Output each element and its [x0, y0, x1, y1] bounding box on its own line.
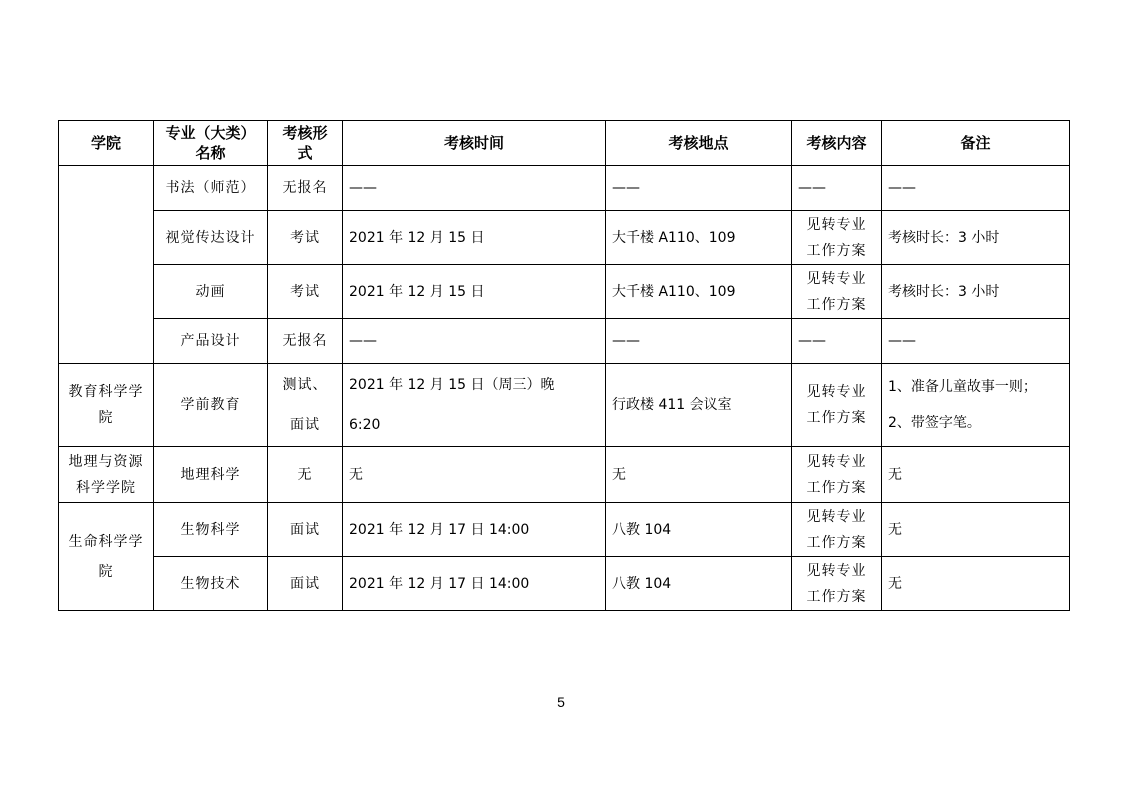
table-row	[59, 319, 1070, 364]
place-cell: ——	[606, 319, 792, 364]
content-line: 工作方案	[806, 242, 867, 259]
college-cell	[59, 503, 154, 611]
table-row	[59, 364, 1070, 447]
content-line: 见转专业	[806, 562, 867, 579]
time-line: 2021 年 12 月 15 日（周三）晚	[349, 377, 555, 393]
table-row	[59, 166, 1070, 211]
remark-cell: 考核时长：3 小时	[882, 265, 1070, 319]
remark-line: 2、带签字笔。	[888, 415, 981, 431]
content-cell: ——	[792, 166, 882, 211]
college-line: 教育科学学	[68, 384, 144, 400]
form-cell: 无	[268, 447, 343, 503]
major-cell: 生物科学	[154, 503, 268, 557]
major-cell: 动画	[154, 265, 268, 319]
remark-cell: ——	[882, 166, 1070, 211]
content-line: 见转专业	[806, 270, 867, 287]
time-cell: 2021 年 12 月 15 日	[343, 265, 606, 319]
content-line: 见转专业	[806, 453, 867, 470]
content-cell: ——	[792, 319, 882, 364]
form-cell: 面试	[268, 503, 343, 557]
remark-cell: ——	[882, 319, 1070, 364]
content-cell	[792, 503, 882, 557]
header-form-line2: 式	[297, 144, 313, 162]
college-line: 科学学院	[76, 479, 136, 496]
place-cell: 行政楼 411 会议室	[606, 364, 792, 447]
content-cell	[792, 265, 882, 319]
content-line: 工作方案	[806, 410, 867, 426]
college-line: 生命科学学	[68, 533, 144, 550]
content-line: 见转专业	[806, 216, 867, 233]
time-cell	[343, 364, 606, 447]
form-cell: 无报名	[268, 166, 343, 211]
header-place: 考核地点	[606, 121, 792, 166]
content-line: 工作方案	[806, 588, 867, 605]
table-row	[59, 557, 1070, 611]
header-form	[268, 121, 343, 166]
content-line: 见转专业	[806, 508, 867, 525]
time-cell: 2021 年 12 月 17 日 14:00	[343, 503, 606, 557]
remark-cell: 无	[882, 447, 1070, 503]
header-major-line2: 名称	[195, 144, 226, 162]
form-line: 面试	[290, 417, 320, 433]
time-cell: 2021 年 12 月 17 日 14:00	[343, 557, 606, 611]
content-line: 见转专业	[806, 384, 867, 400]
place-cell: 八教 104	[606, 503, 792, 557]
college-line: 地理与资源	[68, 453, 144, 470]
table-row	[59, 265, 1070, 319]
content-line: 工作方案	[806, 296, 867, 313]
form-cell: 考试	[268, 211, 343, 265]
time-cell: ——	[343, 319, 606, 364]
table-row	[59, 211, 1070, 265]
major-cell: 产品设计	[154, 319, 268, 364]
place-cell: 八教 104	[606, 557, 792, 611]
header-major-line1: 专业（大类）	[165, 124, 256, 142]
college-cell	[59, 447, 154, 503]
exam-schedule-table	[58, 120, 1070, 611]
remark-cell: 考核时长：3 小时	[882, 211, 1070, 265]
time-cell: 2021 年 12 月 15 日	[343, 211, 606, 265]
content-cell	[792, 447, 882, 503]
form-cell	[268, 364, 343, 447]
time-cell: 无	[343, 447, 606, 503]
place-cell: 大千楼 A110、109	[606, 211, 792, 265]
header-remark: 备注	[882, 121, 1070, 166]
header-row	[59, 121, 1070, 166]
time-cell: ——	[343, 166, 606, 211]
content-cell	[792, 364, 882, 447]
college-cell	[59, 166, 154, 364]
major-cell: 书法（师范）	[154, 166, 268, 211]
college-line: 院	[98, 563, 114, 580]
major-cell: 学前教育	[154, 364, 268, 447]
place-cell: ——	[606, 166, 792, 211]
form-cell: 考试	[268, 265, 343, 319]
remark-cell	[882, 364, 1070, 447]
content-cell	[792, 211, 882, 265]
header-major	[154, 121, 268, 166]
remark-cell: 无	[882, 503, 1070, 557]
college-cell	[59, 364, 154, 447]
place-cell: 无	[606, 447, 792, 503]
time-line: 6:20	[349, 417, 381, 433]
header-college: 学院	[59, 121, 154, 166]
header-time: 考核时间	[343, 121, 606, 166]
remark-cell: 无	[882, 557, 1070, 611]
header-content: 考核内容	[792, 121, 882, 166]
form-cell: 无报名	[268, 319, 343, 364]
content-cell	[792, 557, 882, 611]
form-line: 测试、	[282, 377, 328, 393]
content-line: 工作方案	[806, 479, 867, 496]
college-line: 院	[98, 410, 114, 426]
major-cell: 生物技术	[154, 557, 268, 611]
page-number: 5	[557, 694, 565, 710]
remark-line: 1、准备儿童故事一则；	[888, 379, 1037, 395]
place-cell: 大千楼 A110、109	[606, 265, 792, 319]
content-line: 工作方案	[806, 534, 867, 551]
major-cell: 地理科学	[154, 447, 268, 503]
header-form-line1: 考核形	[282, 124, 328, 142]
table-row	[59, 447, 1070, 503]
table-row	[59, 503, 1070, 557]
form-cell: 面试	[268, 557, 343, 611]
major-cell: 视觉传达设计	[154, 211, 268, 265]
